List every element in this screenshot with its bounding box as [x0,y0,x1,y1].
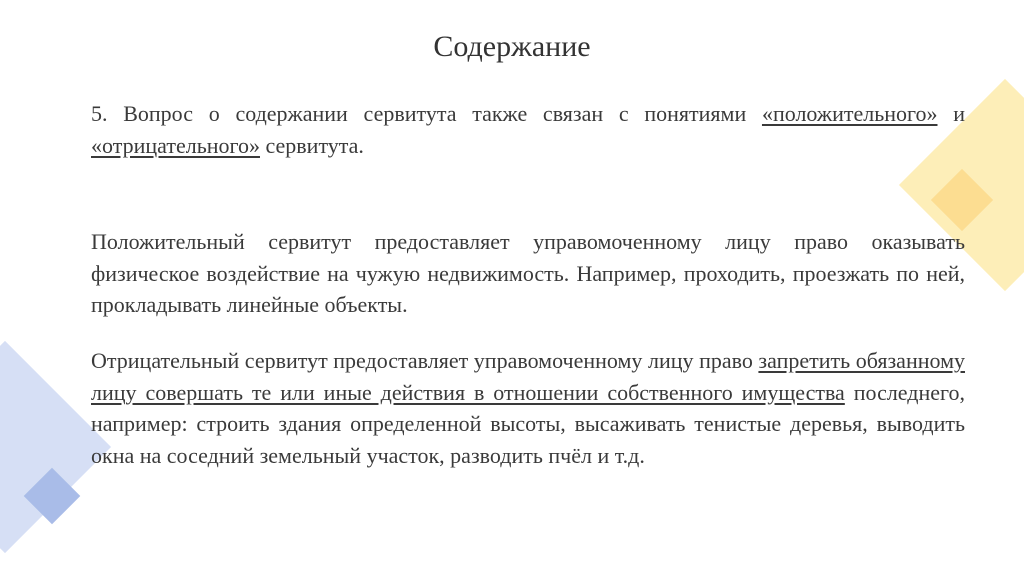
negative-servitude-link[interactable]: «отрицательного» [91,132,260,158]
intro-conjunction: и [937,101,965,126]
positive-servitude-link[interactable]: «положительного» [761,101,938,126]
paragraph-negative-servitude [91,345,965,471]
paragraph-positive-servitude: Положительный сервитут предоставляет управомоченному лицу право оказывать физическое воздействие на чужую недвижимость. Например, проходить, проезжать по ней, прокладывать линейные объекты. [91,229,965,317]
slide-title: Содержание [433,30,591,63]
intro-ending: сервитута. [259,132,364,158]
paragraph-intro [91,98,965,161]
negative-text-start: Отрицательный сервитут предоставляет управомоченному лицу право [91,348,759,373]
negative-text-end: последнего, например: строить здания определенной высоты, высаживать тенистые деревья, выводить окна на соседний земельный участок, разводить пчёл и т.д. [91,379,965,468]
negative-underlined-text: запретить обязанному лицу совершать те или иные действия в отношении собственного имущества [91,348,965,405]
intro-text: 5. Вопрос о содержании сервитута также связан с понятиями [91,101,762,126]
